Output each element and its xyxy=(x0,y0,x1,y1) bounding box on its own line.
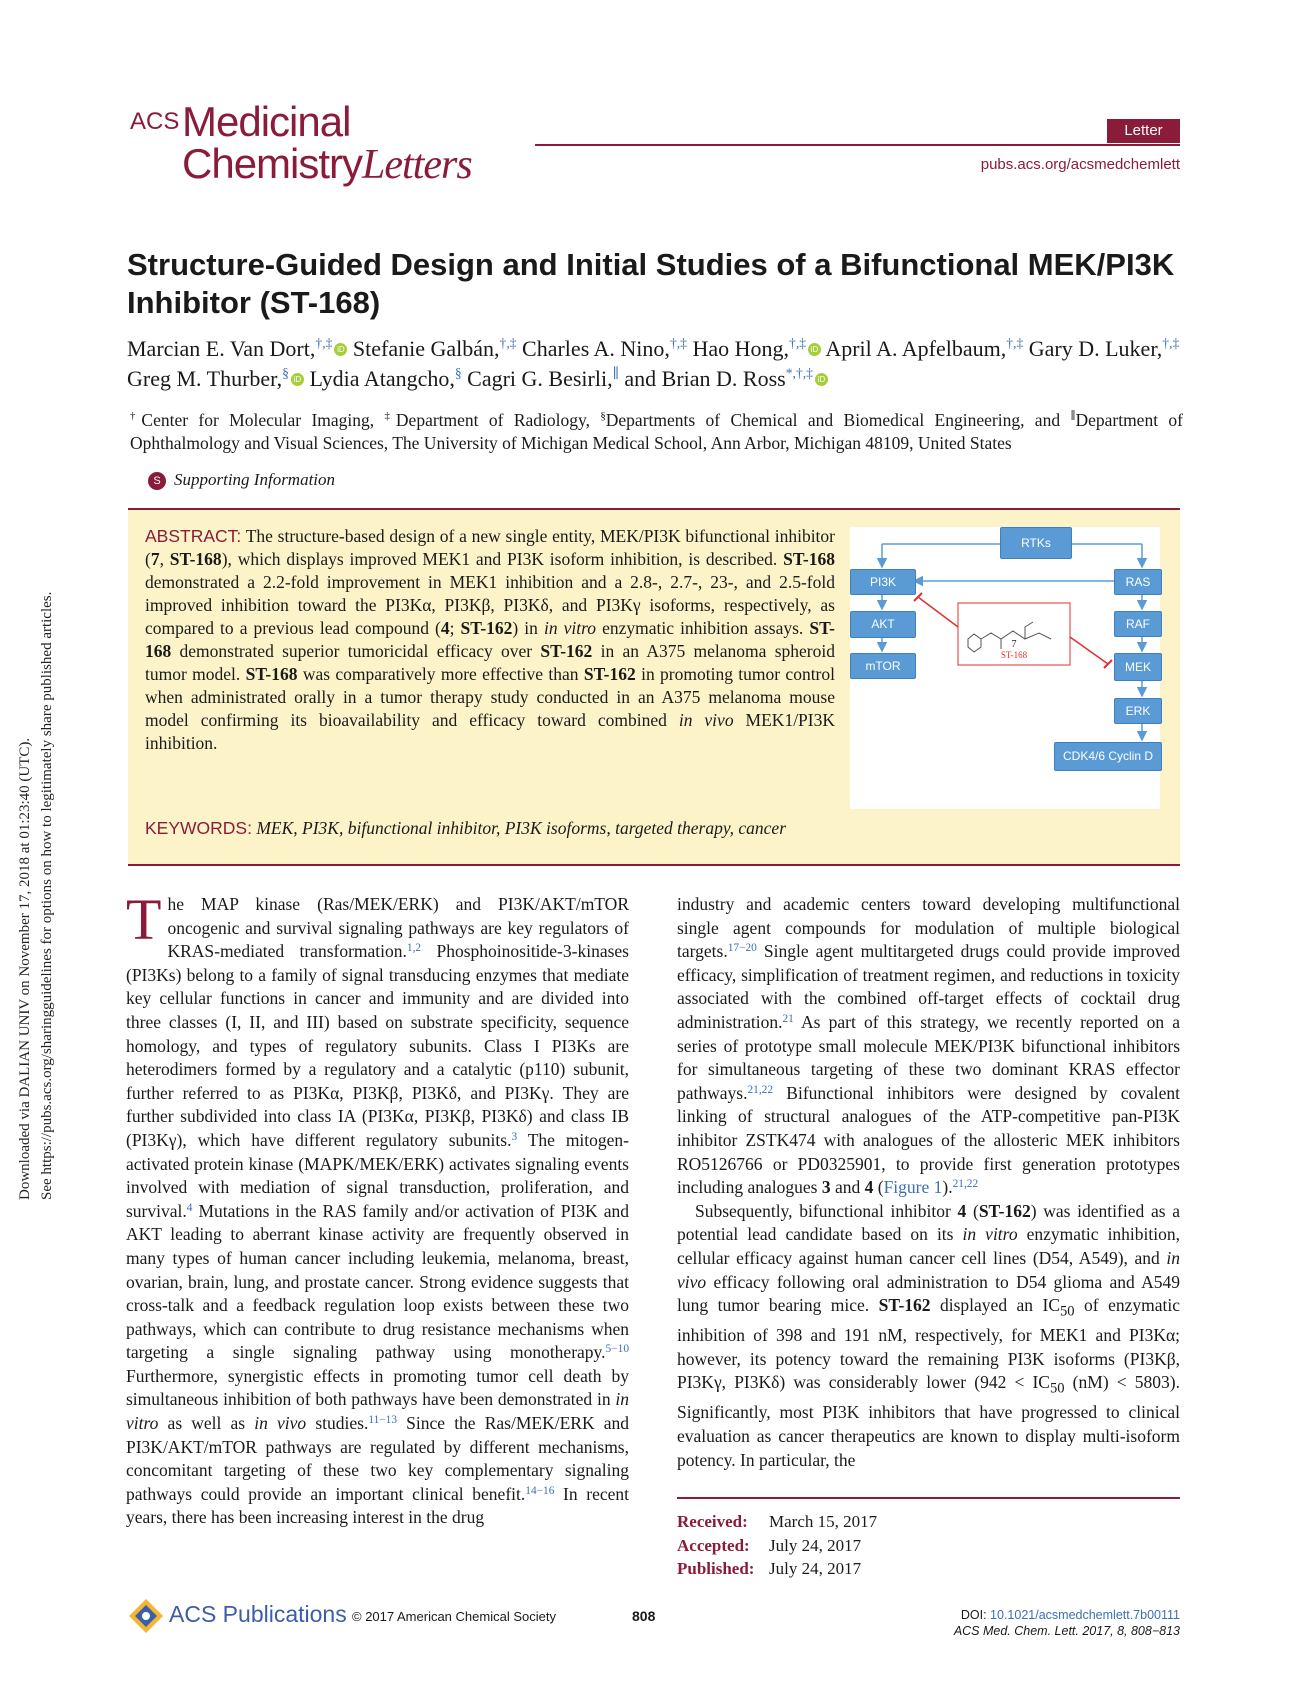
logo-chemistry-word: Chemistry xyxy=(182,140,363,187)
paragraph: Subsequently, bifunctional inhibitor 4 (ST-162) was identified as a potential lead candidate based on its in vitro enzymatic inhibition, cellular efficacy against human cancer cell lines (D54, A549), and in vivo efficacy following oral administration to D54 glioma and A549 lung tumor bearing mice. ST-162 displayed an $IC_{50}$ of enzymatic inhibition of 398 and 191 nM, respectively, for MEK1 and PI3Kα; however, its potency toward the remaining PI3K isoforms (PI3Kβ, PI3Kγ, PI3Kδ) was considerably lower ($942 < IC_{50}$ (nM) < 5803). Significantly, most PI3K inhibitors that have progressed to clinical evaluation as cancer therapeutics are known to display multi-isoform potency. In particular, the xyxy=(677,1200,1181,1470)
citation-link[interactable]: 17−20 xyxy=(727,941,757,954)
affiliations: †Center for Molecular Imaging, ‡Department of Radiology, §Departments of Chemical and Biomedical Engineering, and ∥Department of Ophthalmology and Visual Sciences, The University of Michigan Medical School, Ann Arbor, Michigan 48109, United States xyxy=(130,410,1183,453)
orcid-icon[interactable]: iD xyxy=(815,373,828,386)
author[interactable]: Cagri G. Besirli,∥ xyxy=(467,365,619,391)
download-stamp xyxy=(14,440,58,1200)
citation-link[interactable]: 21,22 xyxy=(747,1083,774,1096)
download-stamp-line2: See https://pubs.acs.org/sharingguidelines for options on how to legitimately share published articles. xyxy=(39,591,55,1200)
acs-logo-icon xyxy=(127,1597,165,1635)
supporting-info-label: Supporting Information xyxy=(174,470,336,489)
date-published: Published: July 24, 2017 xyxy=(677,1559,862,1578)
publication-dates xyxy=(677,1510,877,1581)
drop-cap: T xyxy=(126,887,162,952)
orcid-icon[interactable]: iD xyxy=(291,373,304,386)
citation-link[interactable]: 3 xyxy=(511,1130,518,1143)
journal-citation: ACS Med. Chem. Lett. 2017, 8, 808−813 xyxy=(953,1624,1180,1638)
author-list xyxy=(127,334,1187,394)
journal-logo[interactable] xyxy=(130,98,510,192)
article-title: Structure-Guided Design and Initial Studies of a Bifunctional MEK/PI3K Inhibitor (ST-168) xyxy=(127,247,1175,320)
dates-rule xyxy=(677,1497,1180,1499)
doi-citation: DOI: 10.1021/acsmedchemlett.7b00111 ACS Med. Chem. Lett. 2017, 8, 808−813 xyxy=(880,1607,1180,1639)
keywords-label: KEYWORDS: xyxy=(145,818,252,838)
logo-medicinal-text: Medicinal xyxy=(182,98,351,145)
citation-link[interactable]: 11−13 xyxy=(368,1413,398,1426)
author[interactable]: Greg M. Thurber,§ iD xyxy=(127,366,304,391)
logo-chemistry-text xyxy=(182,140,472,189)
article-type-badge: Letter xyxy=(1107,119,1180,143)
orcid-icon[interactable]: iD xyxy=(808,343,821,356)
node-ras: RAS xyxy=(1114,569,1162,595)
citation-link[interactable]: 21 xyxy=(782,1012,794,1025)
supporting-info-icon: S xyxy=(148,472,166,490)
node-raf: RAF xyxy=(1114,611,1162,637)
citation-link[interactable]: 5−10 xyxy=(605,1343,629,1356)
body-column-left xyxy=(126,887,630,1530)
node-rtks: RTKs xyxy=(1000,527,1072,559)
journal-url-link[interactable]: pubs.acs.org/acsmedchemlett xyxy=(980,156,1180,173)
body-column-right xyxy=(677,893,1180,1472)
author[interactable]: April A. Apfelbaum,†,‡ xyxy=(825,335,1024,361)
author[interactable]: Marcian E. Van Dort,†,‡ iD xyxy=(127,336,347,361)
author[interactable]: and Brian D. Ross*,†,‡ iD xyxy=(624,366,828,391)
author[interactable]: Stefanie Galbán,†,‡ xyxy=(352,335,517,361)
node-akt: AKT xyxy=(850,611,916,638)
doi-link[interactable]: 10.1021/acsmedchemlett.7b00111 xyxy=(990,1608,1180,1622)
download-stamp-line1: Downloaded via DALIAN UNIV on November 17, 2018 at 01:23:40 (UTC). xyxy=(17,737,33,1200)
toc-graphic[interactable] xyxy=(850,527,1160,809)
citation-link[interactable]: 4 xyxy=(186,1201,193,1214)
date-received: Received: March 15, 2017 xyxy=(677,1512,878,1531)
paragraph: industry and academic centers toward developing multifunctional single agent compounds for modulation of multiple biological targets.$^{17-20}$ Single agent multitargeted drugs could provide improved efficacy, simplification of treatment regimen, and reductions in toxicity associated with the combined off-target effects of cocktail drug administration.$^{21}$ As part of this strategy, we recently reported on a series of prototype small molecule MEK/PI3K bifunctional inhibitors for simultaneous targeting of these two dominant KRAS effector pathways.$^{21,22}$ Bifunctional inhibitors were designed by covalent linking of structural analogues of the ATP-competitive pan-PI3K inhibitor ZSTK474 with analogues of the allosteric MEK inhibitors RO5126766 or PD0325901, to provide first generation prototypes including analogues 3 and 4 (Figure 1).$^{21,22}$ xyxy=(677,894,1180,1198)
citation-link[interactable]: 21,22 xyxy=(952,1177,979,1190)
keywords-text: MEK, PI3K, bifunctional inhibitor, PI3K isoforms, targeted therapy, cancer xyxy=(256,818,787,838)
figure-link[interactable]: Figure 1 xyxy=(883,1177,943,1198)
node-pi3k: PI3K xyxy=(850,569,916,595)
header-rule xyxy=(535,144,1180,146)
page-number: 808 xyxy=(632,1608,656,1624)
keywords xyxy=(145,818,1145,839)
author[interactable]: Gary D. Luker,†,‡ xyxy=(1028,335,1180,361)
node-erk: ERK xyxy=(1114,698,1162,724)
logo-acs-text: ACS xyxy=(130,108,180,135)
supporting-information-link[interactable] xyxy=(148,470,335,490)
abstract-text: ABSTRACT: The structure-based design of a new single entity, MEK/PI3K bifunctional inhibitor (7, ST-168), which displays improved MEK1 and PI3K isoform inhibition, is described. ST-168 demonstrated a 2.2-fold improvement in MEK1 inhibition and a 2.8-, 2.7-, 23-, and 2.5-fold improved inhibition toward the PI3Kα, PI3Kβ, PI3Kδ, and PI3Kγ isoforms, respectively, as compared to a previous lead compound (4; ST-162) in in vitro enzymatic inhibition assays. ST-168 demonstrated superior tumoricidal efficacy over ST-162 in an A375 melanoma spheroid tumor model. ST-168 was comparatively more effective than ST-162 in promoting tumor control when administrated orally in a tumor therapy study conducted in an A375 melanoma mouse model confirming its bioavailability and efficacy toward combined in vivo MEK1/PI3K inhibition. xyxy=(145,526,836,753)
compound-number: 7 xyxy=(1011,639,1017,650)
date-accepted: Accepted: July 24, 2017 xyxy=(677,1535,862,1555)
publisher-name: ACS Publications xyxy=(169,1601,347,1627)
paragraph: The MAP kinase (Ras/MEK/ERK) and PI3K/AKT/mTOR oncogenic and survival signaling pathways are key regulators of KRAS-mediated transformation.$^{1,2}$ Phosphoinositide-3-kinases (PI3Ks) belong to a family of signal transducing enzymes that mediate key cellular functions in cancer and immunity and are divided into three classes (I, II, and III) based on substrate specificity, sequence homology, and types of regulatory subunits. Class I PI3Ks are heterodimers formed by a regulatory and a catalytic (p110) subunit, further referred to as PI3Kα, PI3Kβ, PI3Kδ, and PI3Kγ. They are further subdivided into class IA (PI3Kα, PI3Kβ, PI3Kδ) and class IB (PI3Kγ), which have different regulatory subunits.$^3$ The mitogen-activated protein kinase (MAPK/MEK/ERK) activates signaling events involved with mediation of signal transduction, proliferation, and survival.$^4$ Mutations in the RAS family and/or activation of PI3K and AKT leading to aberrant kinase activity are frequently observed in many types of human cancer including leukemia, melanoma, breast, ovarian, brain, lung, and prostate cancer. Strong evidence suggests that cross-talk and a feedback regulation loop exists between these two pathways, which can contribute to drug resistance mechanisms when targeting a single signaling pathway using monotherapy.$^{5-10}$ Furthermore, synergistic effects in promoting tumor cell death by simultaneous inhibition of both pathways have been demonstrated in in vitro as well as in vivo studies.$^{11-13}$ Since the Ras/MEK/ERK and PI3K/AKT/mTOR pathways are regulated by different mechanisms, concomitant targeting of these two key complementary signaling pathways could provide an important clinical benefit.$^{14-16}$ In recent years, there has been increasing interest in the drug xyxy=(126,887,630,1528)
citation-link[interactable]: 14−16 xyxy=(525,1484,555,1497)
author[interactable]: Hao Hong,†,‡ iD xyxy=(692,336,821,361)
copyright: © 2017 American Chemical Society xyxy=(352,1609,556,1624)
node-cdk-cyclin: CDK4/6 Cyclin D xyxy=(1054,742,1162,771)
author[interactable]: Lydia Atangcho,§ xyxy=(309,365,462,391)
node-mek: MEK xyxy=(1114,653,1162,681)
author[interactable]: Charles A. Nino,†,‡ xyxy=(522,335,687,361)
acs-publications-logo[interactable] xyxy=(127,1597,367,1637)
abstract-label: ABSTRACT: xyxy=(145,526,242,546)
node-mtor: mTOR xyxy=(850,653,916,679)
citation-link[interactable]: 1,2 xyxy=(406,941,422,954)
orcid-icon[interactable]: iD xyxy=(334,343,347,356)
compound-name: ST-168 xyxy=(1000,650,1028,660)
logo-letters-word: Letters xyxy=(362,142,472,188)
